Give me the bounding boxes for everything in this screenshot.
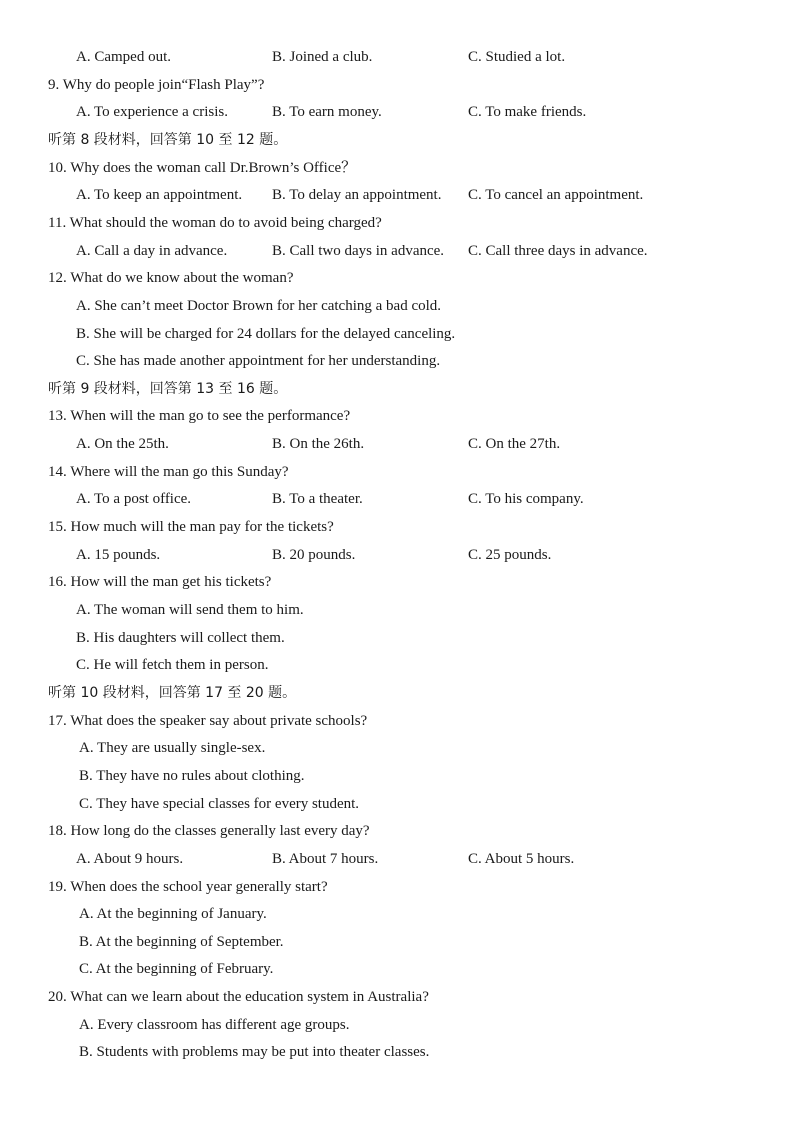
option-line: C. They have special classes for every student. — [79, 796, 360, 812]
option-row — [76, 102, 776, 122]
section-heading: 听第 8 段材料，回答第 10 至 12 题。 — [48, 132, 288, 148]
question-text: 13. When will the man go to see the performance? — [48, 408, 351, 424]
option-row — [76, 489, 776, 509]
option-line: B. She will be charged for 24 dollars for the delayed canceling. — [76, 326, 456, 342]
question-text: 10. Why does the woman call Dr.Brown’s Office？ — [48, 160, 357, 176]
option-line: A. At the beginning of January. — [79, 906, 267, 922]
option-a: A. On the 25th. — [76, 436, 169, 452]
question-text: 11. What should the woman do to avoid being charged? — [48, 215, 382, 231]
option-c: C. Studied a lot. — [468, 49, 566, 65]
option-row — [76, 47, 776, 67]
option-line: A. Every classroom has different age groups. — [79, 1017, 350, 1033]
question-text: 14. Where will the man go this Sunday? — [48, 464, 289, 480]
option-row — [76, 241, 776, 261]
option-c: C. 25 pounds. — [468, 547, 552, 563]
section-heading: 听第 10 段材料，回答第 17 至 20 题。 — [48, 685, 297, 701]
option-c: C. To cancel an appointment. — [468, 187, 644, 203]
option-b: B. To delay an appointment. — [272, 187, 442, 203]
section-heading: 听第 9 段材料，回答第 13 至 16 题。 — [48, 381, 288, 397]
option-b: B. Joined a club. — [272, 49, 373, 65]
option-b: B. To earn money. — [272, 104, 382, 120]
option-b: B. On the 26th. — [272, 436, 365, 452]
question-text: 12. What do we know about the woman? — [48, 270, 294, 286]
option-a: A. 15 pounds. — [76, 547, 161, 563]
question-text: 18. How long do the classes generally last every day? — [48, 823, 370, 839]
option-row — [76, 545, 776, 565]
option-line: C. He will fetch them in person. — [76, 657, 269, 673]
option-row — [76, 185, 776, 205]
option-b: B. 20 pounds. — [272, 547, 356, 563]
option-a: A. About 9 hours. — [76, 851, 184, 867]
option-line: C. She has made another appointment for her understanding. — [76, 353, 441, 369]
option-c: C. On the 27th. — [468, 436, 561, 452]
option-line: B. Students with problems may be put into theater classes. — [79, 1044, 430, 1060]
question-text: 20. What can we learn about the education system in Australia? — [48, 989, 429, 1005]
option-line: C. At the beginning of February. — [79, 961, 274, 977]
option-b: B. To a theater. — [272, 491, 363, 507]
option-line: B. His daughters will collect them. — [76, 630, 285, 646]
option-c: C. About 5 hours. — [468, 851, 575, 867]
option-row — [76, 434, 776, 454]
option-a: A. To experience a crisis. — [76, 104, 228, 120]
option-line: A. She can’t meet Doctor Brown for her catching a bad cold. — [76, 298, 442, 314]
option-line: B. At the beginning of September. — [79, 934, 284, 950]
option-line: B. They have no rules about clothing. — [79, 768, 305, 784]
question-text: 9. Why do people join“Flash Play”? — [48, 77, 265, 93]
question-text: 16. How will the man get his tickets? — [48, 574, 272, 590]
option-c: C. Call three days in advance. — [468, 243, 648, 259]
option-line: A. They are usually single-sex. — [79, 740, 266, 756]
option-line: A. The woman will send them to him. — [76, 602, 304, 618]
option-a: A. Call a day in advance. — [76, 243, 228, 259]
option-b: B. Call two days in advance. — [272, 243, 445, 259]
option-row — [76, 849, 776, 869]
question-text: 17. What does the speaker say about private schools? — [48, 713, 368, 729]
option-a: A. To a post office. — [76, 491, 192, 507]
option-c: C. To make friends. — [468, 104, 587, 120]
option-b: B. About 7 hours. — [272, 851, 379, 867]
option-a: A. Camped out. — [76, 49, 171, 65]
question-text: 19. When does the school year generally start? — [48, 879, 328, 895]
option-c: C. To his company. — [468, 491, 584, 507]
question-text: 15. How much will the man pay for the tickets? — [48, 519, 334, 535]
option-a: A. To keep an appointment. — [76, 187, 243, 203]
